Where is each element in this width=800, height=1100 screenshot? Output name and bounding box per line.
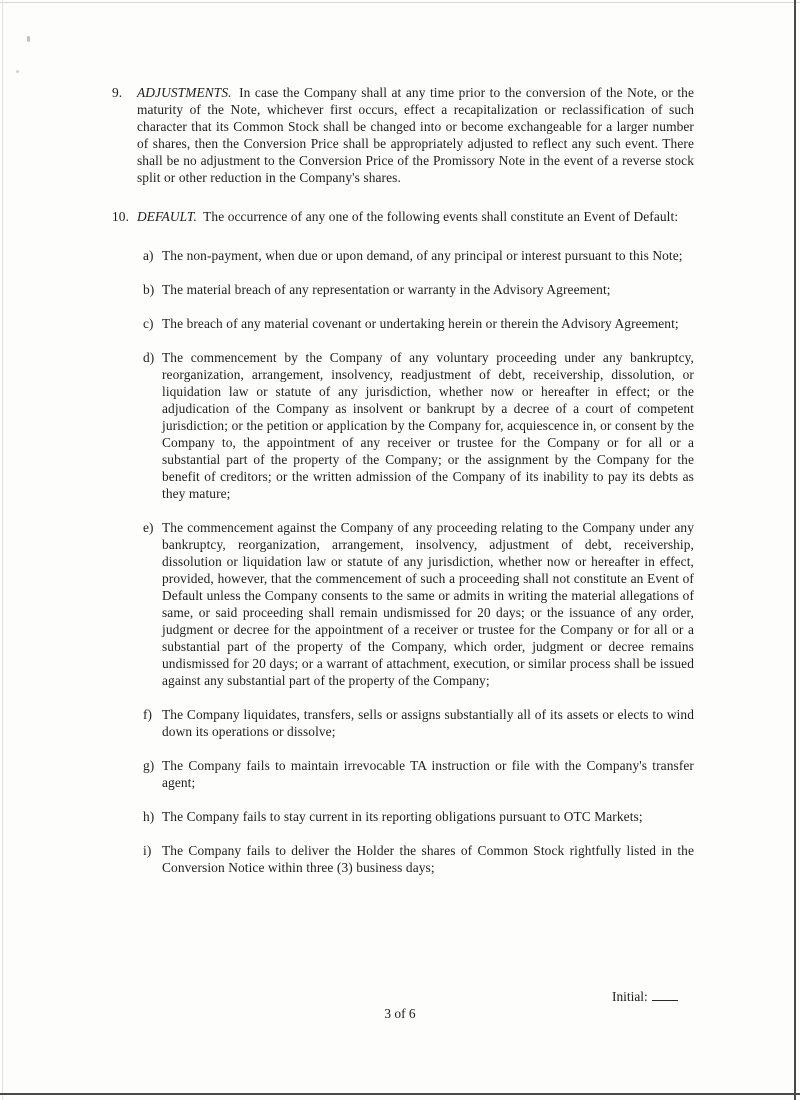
item-heading: DEFAULT.	[137, 209, 197, 224]
scan-edge-bottom	[0, 1093, 800, 1095]
scan-edge-right	[794, 0, 796, 1100]
list-subitem	[143, 706, 694, 740]
section-adjustments	[112, 84, 694, 186]
subitem-text: The non-payment, when due or upon demand, of any principal or interest pursuant to this Note;	[162, 248, 683, 263]
item-number: 10.	[112, 209, 130, 224]
subitem-text: The commencement against the Company of any proceeding relating to the Company under any bankruptcy, reorganization, arrangement, insolvency, adjustment of debt, receivership, dissolution or liquidation law or statute of any jurisdiction, whether now or hereafter in effect, provided, however, that the commencement of such a proceeding shall not constitute an Event of Default unless the Company consents to the same or admits in writing the material allegations of same, or said proceeding shall remain undismissed for 20 days; or the issuance of any order, judgment or decree for the appointment of a receiver or trustee for the Company or for all or a substantial part of the property of the Company, which order, judgment or decree remains undismissed for 20 days; or a warrant of attachment, execution, or similar process shall be issued against any substantial part of the property of the Company;	[162, 520, 694, 688]
list-subitem	[143, 808, 694, 825]
list-item	[112, 208, 694, 225]
list-item	[112, 84, 694, 186]
list-subitem	[143, 281, 694, 298]
subitem-letter: c)	[143, 316, 154, 331]
initial-line	[612, 987, 678, 1005]
item-paragraph	[137, 208, 694, 225]
subitem-letter: b)	[143, 282, 155, 297]
document-body	[112, 84, 694, 893]
item-paragraph	[137, 84, 694, 186]
subitem-text: The commencement by the Company of any voluntary proceeding under any bankruptcy, reorganization, arrangement, insolvency, readjustment of debt, receivership, dissolution, or liquidation law or statute of any jurisdiction, whether now or hereafter in effect; or the adjudication of the Company as insolvent or bankrupt by a decree of a court of competent jurisdiction; or the petition or application by the Company for, acquiescence in, or consent by the Company to, the appointment of any receiver or trustee for the Company or for all or a substantial part of the property of the Company; or the assignment by the Company for the benefit of creditors; or the written admission of the Company of its inability to pay its debts as they mature;	[162, 350, 694, 501]
item-heading: ADJUSTMENTS.	[137, 85, 232, 100]
subitem-letter: h)	[143, 809, 155, 824]
page-number: 3 of 6	[384, 1006, 416, 1021]
subitem-text: The Company fails to deliver the Holder the shares of Common Stock rightfully listed in the Conversion Notice within three (3) business days;	[162, 843, 694, 875]
subitem-text: The Company fails to maintain irrevocable TA instruction or file with the Company's transfer agent;	[162, 758, 694, 790]
scan-artifact	[16, 70, 19, 73]
subitem-letter: d)	[143, 350, 155, 365]
subitem-letter: e)	[143, 520, 154, 535]
initial-label: Initial:	[612, 989, 648, 1004]
list-subitem	[143, 247, 694, 264]
scan-artifact	[27, 36, 30, 42]
subitem-letter: f)	[143, 707, 153, 722]
section-default	[112, 208, 694, 876]
list-subitem	[143, 757, 694, 791]
item-number: 9.	[112, 85, 123, 100]
subitem-letter: a)	[143, 248, 154, 263]
subitem-letter: i)	[143, 843, 152, 858]
subitem-text: The breach of any material covenant or undertaking herein or therein the Advisory Agreement;	[162, 316, 679, 331]
subitem-text: The material breach of any representation or warranty in the Advisory Agreement;	[162, 282, 611, 297]
list-subitem	[143, 349, 694, 502]
subitem-letter: g)	[143, 758, 155, 773]
item-text: The occurrence of any one of the following events shall constitute an Event of Default:	[203, 209, 679, 224]
subitem-text: The Company fails to stay current in its reporting obligations pursuant to OTC Markets;	[162, 809, 643, 824]
scan-edge-top	[0, 2, 800, 3]
initial-blank	[652, 987, 678, 1001]
default-events-list	[143, 247, 694, 876]
subitem-text: The Company liquidates, transfers, sells or assigns substantially all of its assets or elects to wind down its operations or dissolve;	[162, 707, 694, 739]
item-text: In case the Company shall at any time prior to the conversion of the Note, or the maturity of the Note, whichever first occurs, effect a recapitalization or reclassification of such character that its Common Stock shall be changed into or become exchangeable for a larger number of shares, then the Conversion Price shall be appropriately adjusted to reflect any such event. There shall be no adjustment to the Conversion Price of the Promissory Note in the event of a reverse stock split or other reduction in the Company's shares.	[137, 85, 695, 185]
list-subitem	[143, 519, 694, 689]
list-subitem	[143, 842, 694, 876]
scan-edge-left	[2, 0, 3, 1100]
list-subitem	[143, 315, 694, 332]
